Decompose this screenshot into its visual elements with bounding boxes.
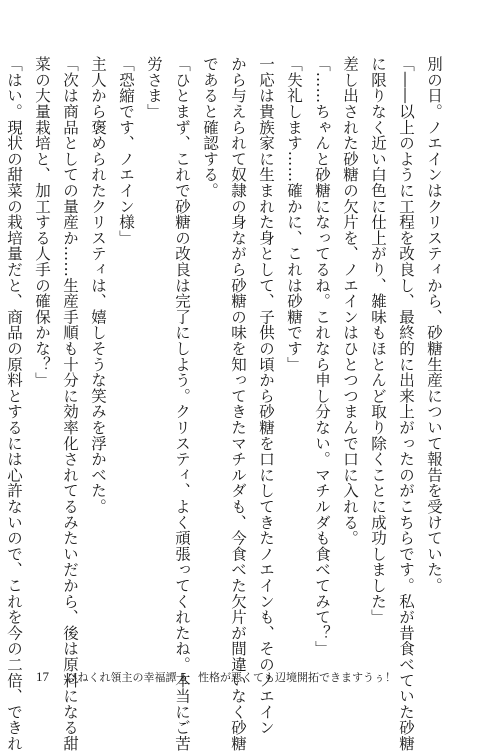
text-line: 「失礼します……確かに、これは砂糖です」 xyxy=(285,56,303,372)
text-line: 菜の大量栽培と、加工する人手の確保かな？」 xyxy=(33,56,51,388)
text-line: であると確認する。 xyxy=(201,56,219,199)
text-line: 主人から褒められたクリスティは、嬉しそうな笑みを浮かべた。 xyxy=(89,56,107,515)
page-footer xyxy=(36,668,456,686)
text-line: に限りなく近い白色に仕上がり、雑味もほとんど取り除くことに成功しました」 xyxy=(369,56,387,625)
text-line: 別の日。ノエインはクリスティから、砂糖生産について報告を受けていた。 xyxy=(425,56,443,594)
text-line: 「……ちゃんと砂糖になってるね。これなら申し分ない。マチルダも食べてみて？」 xyxy=(313,56,331,657)
text-line: 一応は貴族家に生まれた身として、子供の頃から砂糖を口にしてきたノエインも、そのノエイン xyxy=(257,56,275,736)
page-number: 17 xyxy=(36,669,49,684)
text-line: 「次は商品としての量産か……生産手順も十分に効率化されてるみたいだから、後は原料になる甜 xyxy=(61,56,79,751)
running-title: ひねくれ領主の幸福譚 5 性格が悪くても辺境開拓できますうぅ！ xyxy=(66,671,396,684)
text-line: 差し出された砂糖の欠片を、ノエインはひとつつまんで口に入れる。 xyxy=(341,56,359,546)
text-line: から与えられて奴隷の身ながら砂糖の味を知ってきたマチルダも、今食べた欠片が間違いなく砂糖 xyxy=(229,56,247,751)
text-line: 「――以上のように工程を改良し、最終的に出来上がったのがこちらです。私が昔食べていた砂糖 xyxy=(397,56,415,751)
text-line: 「ひとまず、これで砂糖の改良は完了にしよう。クリスティ、よく頑張ってくれたね。本当にご苦 xyxy=(173,56,191,751)
text-line: 「はい。現状の甜菜の栽培量だと、商品の原料とするには心許ないので、これを今の二倍、できれ xyxy=(5,56,23,751)
text-line: 「恐縮です、ノエイン様」 xyxy=(117,56,135,246)
text-line: 労さま」 xyxy=(145,56,163,120)
